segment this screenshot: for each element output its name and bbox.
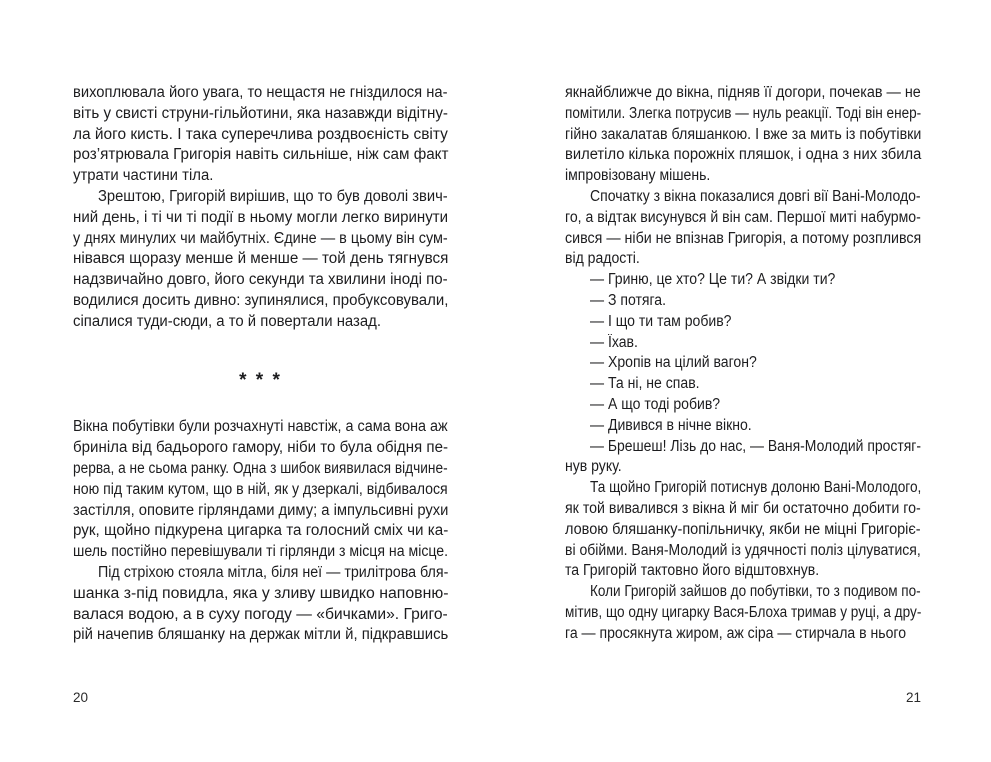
text-line xyxy=(565,520,921,541)
text-line xyxy=(565,249,921,270)
text-line xyxy=(73,584,448,605)
text-line xyxy=(565,437,921,458)
text-line-content: рерва, а не сьома ранку. Одна з шибок виявилася відчине- xyxy=(73,459,448,477)
text-line-content: — Дивився в нічне вікно. xyxy=(590,416,752,434)
paragraph xyxy=(565,291,921,312)
text-line xyxy=(73,542,448,563)
text-line xyxy=(565,333,921,354)
text-line xyxy=(565,457,921,478)
paragraph xyxy=(565,437,921,479)
text-line-content: Під стріхою стояла мітла, біля неї — трилітрова бля- xyxy=(98,563,449,581)
text-line xyxy=(565,582,921,603)
text-line-content: як той вивалився з вікна й міг би остаточно добити го- xyxy=(565,499,921,517)
text-line-content: ві обійми. Ваня-Молодий із удячності поліз цілуватися, xyxy=(565,541,921,559)
paragraph xyxy=(565,270,921,291)
text-line-content: — А що тоді робив? xyxy=(590,395,721,413)
text-line xyxy=(565,104,921,125)
text-line-content: віть у свисті струни-гільйотини, яка назавжди відітну- xyxy=(73,104,448,122)
text-line xyxy=(565,561,921,582)
text-line-content: ла його кисть. І така суперечлива роздвоєність світу xyxy=(73,125,448,143)
paragraph xyxy=(73,563,448,646)
paragraph xyxy=(73,83,448,187)
text-line xyxy=(565,229,921,250)
text-line xyxy=(565,208,921,229)
text-line xyxy=(73,208,448,229)
text-line-content: помітили. Злегка потрусив — нуль реакції. Тоді він енер- xyxy=(565,104,922,122)
text-line xyxy=(73,312,448,333)
text-line xyxy=(565,270,921,291)
text-line xyxy=(565,187,921,208)
text-line-content: застілля, оповите гірляндами диму; а імпульсивні рухи xyxy=(73,501,449,519)
text-line xyxy=(565,166,921,187)
text-line-content: — Брешеш! Лізь до нас, — Ваня-Молодий простяг- xyxy=(590,437,922,455)
text-line-content: водилися досить дивно: зупинялися, пробуксовували, xyxy=(73,291,449,309)
paragraph xyxy=(565,582,921,644)
text-line xyxy=(73,625,448,646)
text-line-content: Вікна побутівки були розчахнуті навстіж, а сама вона аж xyxy=(73,418,448,436)
text-line xyxy=(73,104,448,125)
text-line xyxy=(565,291,921,312)
text-line xyxy=(73,501,448,522)
text-line-content: — З потяга. xyxy=(590,291,667,309)
text-line-content: утрати частини тіла. xyxy=(73,167,214,185)
text-line xyxy=(565,416,921,437)
paragraph xyxy=(565,395,921,416)
text-line-content: якнайближче до вікна, підняв її догори, почекав — не xyxy=(565,84,921,101)
text-line xyxy=(73,229,448,250)
text-line xyxy=(73,459,448,480)
text-line-content: — Та ні, не спав. xyxy=(590,375,700,393)
text-line-content: сіпалися туди-сюди, а то й повертали назад. xyxy=(73,312,381,330)
text-line-content: — Гриню, це хто? Це ти? А звідки ти? xyxy=(590,271,836,289)
section-separator: * * * xyxy=(239,369,282,391)
text-line-content: шель постійно перевішували ті гірлянди з місця на місце. xyxy=(73,543,449,561)
text-line xyxy=(73,417,448,438)
text-line xyxy=(565,395,921,416)
text-line-content: ною під таким кутом, що в ній, як у дзеркалі, відбивалося xyxy=(73,480,448,498)
paragraph xyxy=(565,374,921,395)
paragraph xyxy=(565,353,921,374)
text-line-content: га — просякнута жиром, аж сіра — стирчала в нього xyxy=(565,624,907,642)
text-line xyxy=(73,187,448,208)
text-line xyxy=(565,624,921,645)
text-line xyxy=(73,166,448,187)
text-line-content: Та щойно Григорій потиснув долоню Вані-Молодого, xyxy=(590,479,922,497)
text-line-content: сився — ніби не впізнав Григорія, а потому розплився xyxy=(565,229,922,247)
paragraph xyxy=(73,417,448,563)
text-line-content: шанка з-під повидла, яка у зливу швидко наповню- xyxy=(73,584,449,602)
text-line-content: надзвичайно довго, його секунди та хвилини іноді по- xyxy=(73,271,448,289)
text-line-content: рій начепив бляшанку на держак мітли й, підкравшись xyxy=(73,626,449,644)
text-line-content: — Їхав. xyxy=(590,333,638,351)
text-line-content: у днях минулих чи майбутніх. Єдине — в цьому він сум- xyxy=(73,229,448,247)
text-line xyxy=(565,478,921,499)
text-line xyxy=(565,353,921,374)
text-line-content: нівався щоразу менше й менше — той день тягнувся xyxy=(73,250,449,268)
text-line-content: рук, щойно підкурена цигарка та голосний сміх чи ка- xyxy=(73,522,449,540)
text-line xyxy=(73,249,448,270)
text-line xyxy=(73,291,448,312)
text-line-content: го, а відтак висунувся й він сам. Першої миті набурмо- xyxy=(565,208,921,226)
text-line-content: та Григорій тактовно його відштовхнув. xyxy=(565,562,820,580)
text-line-content: вихоплювала його увага, то нещастя не гніздилося на- xyxy=(73,84,448,101)
text-line xyxy=(565,499,921,520)
text-line xyxy=(73,145,448,166)
text-line-content: Зрештою, Григорій вирішив, що то був доволі звич- xyxy=(98,187,448,205)
text-line xyxy=(565,125,921,146)
text-line xyxy=(565,83,921,104)
text-line xyxy=(73,480,448,501)
text-line-content: вилетіло кілька порожніх пляшок, і одна з них збила xyxy=(565,146,922,164)
text-line-content: Спочатку з вікна показалися довгі вії Вані-Молодо- xyxy=(590,187,921,205)
text-line-content: бриніла від бадьорого гамору, ніби то була обідня пе- xyxy=(73,439,449,457)
text-line-content: нув руку. xyxy=(565,458,622,476)
text-line xyxy=(73,438,448,459)
text-line-content: — Хропів на цілий вагон? xyxy=(590,354,757,372)
paragraph xyxy=(565,333,921,354)
text-line xyxy=(73,270,448,291)
text-line-content: роз’ятрювала Григорія навіть сильніше, ніж сам факт xyxy=(73,146,449,164)
text-line xyxy=(565,374,921,395)
text-line xyxy=(565,145,921,166)
paragraph xyxy=(565,312,921,333)
text-line-content: від радості. xyxy=(565,250,640,268)
page-number-right: 21 xyxy=(905,690,921,705)
right-page-text-column xyxy=(565,83,921,645)
text-line xyxy=(73,563,448,584)
text-line-content: валася водою, а в суху погоду — «бичками». Григо- xyxy=(73,605,448,623)
text-line-content: ний день, і ті чи ті події в ньому могли легко виринути xyxy=(73,208,449,226)
text-line xyxy=(565,603,921,624)
text-line xyxy=(73,125,448,146)
text-line xyxy=(565,312,921,333)
text-line-content: імпровізовану мішень. xyxy=(565,167,711,185)
paragraph xyxy=(73,187,448,333)
text-line xyxy=(73,83,448,104)
text-line-content: Коли Григорій зайшов до побутівки, то з подивом по- xyxy=(590,583,921,601)
text-line-content: — І що ти там робив? xyxy=(590,312,732,330)
page-number-left: 20 xyxy=(73,690,89,705)
text-line-content: ловою бляшанку-попільничку, якби не міцні Григоріє- xyxy=(565,520,921,538)
text-line-content: гійно закалатав бляшанкою. І вже за мить із побутівки xyxy=(565,125,922,143)
text-line xyxy=(565,541,921,562)
paragraph xyxy=(565,83,921,187)
text-line-content: мітив, що одну цигарку Вася-Блоха тримав у руці, а дру- xyxy=(565,603,922,621)
paragraph xyxy=(565,416,921,437)
paragraph xyxy=(565,187,921,270)
left-page-text-column xyxy=(73,83,448,646)
text-line xyxy=(73,521,448,542)
text-line xyxy=(73,605,448,626)
paragraph xyxy=(565,478,921,582)
